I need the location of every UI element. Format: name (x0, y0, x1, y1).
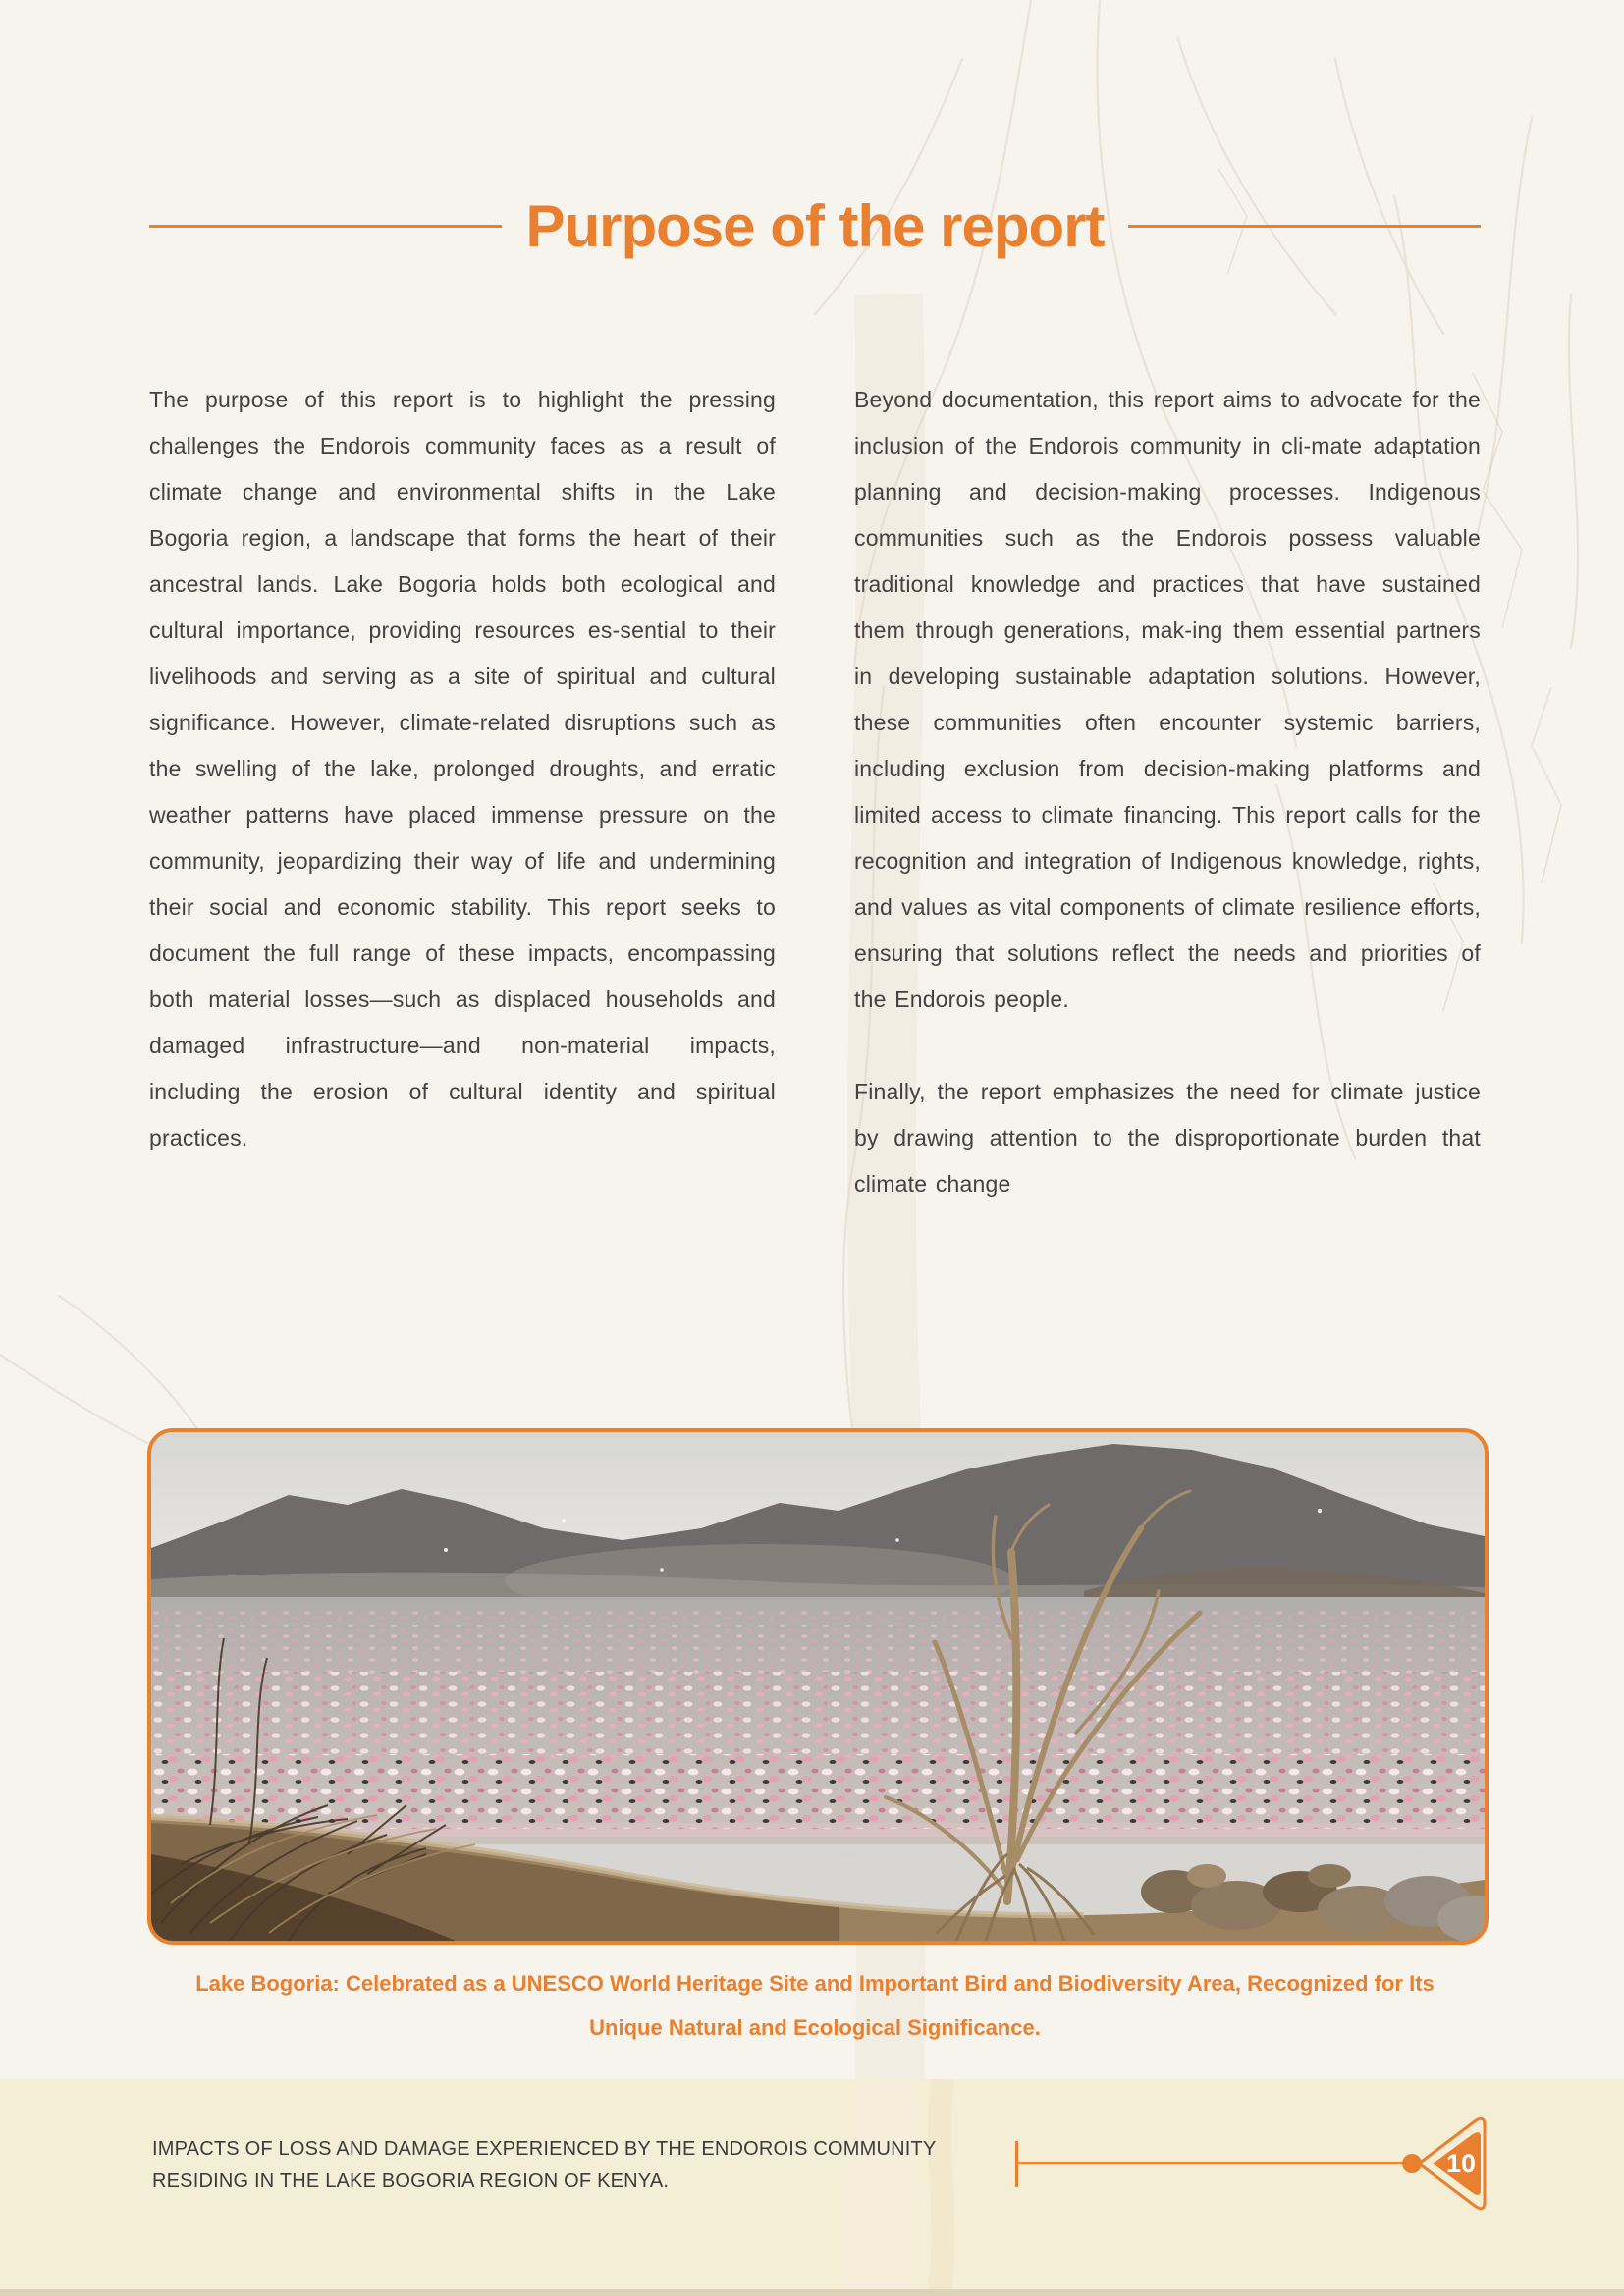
photo-flamingo-flock-far (151, 1625, 1485, 1676)
page-number-badge (1414, 2114, 1492, 2213)
photo-flamingo-flock-mid (151, 1672, 1485, 1758)
lake-bogoria-photo (147, 1428, 1489, 1945)
footer-rule (1017, 2162, 1410, 2164)
column-right (854, 377, 1481, 1207)
page-number: 10 (1445, 2149, 1477, 2178)
column-left (149, 377, 776, 1207)
footer-line-2: RESIDING IN THE LAKE BOGORIA REGION OF KENYA. (152, 2170, 670, 2192)
title-rule-right (1128, 225, 1481, 228)
paragraph-right-2: Finally, the report emphasizes the need for climate justice by drawing attention to the disproportionate burden that climate change (854, 1079, 1481, 1197)
photo-caption-line-1: Lake Bogoria: Celebrated as a UNESCO World Heritage Site and Important Bird and Biodiversity Area, Recognized for Its (195, 1971, 1435, 1996)
page-bottom-edge (0, 2289, 1624, 2296)
photo-caption (149, 1961, 1481, 2050)
photo-illustration (151, 1432, 1485, 1941)
page-title: Purpose of the report (525, 193, 1105, 259)
footer-report-title (152, 2133, 1056, 2198)
title-rule-left (149, 225, 502, 228)
footer-line-1: IMPACTS OF LOSS AND DAMAGE EXPERIENCED BY THE ENDOROIS COMMUNITY (152, 2138, 937, 2160)
page-footer (0, 2079, 1624, 2296)
photo-caption-line-2: Unique Natural and Ecological Significance. (589, 2015, 1041, 2040)
paragraph-left-1: The purpose of this report is to highlight the pressing challenges the Endorois community faces as a result of climate change and environmental shifts in the Lake Bogoria region, a landscape that forms the heart of their ancestral lands. Lake Bogoria holds both ecological and cultural importance, providing resources es-sential to their livelihoods and serving as a site of spiritual and cultural significance. However, climate-related disruptions such as the swelling of the lake, prolonged droughts, and erratic weather patterns have placed immense pressure on the community, jeopardizing their way of life and undermining their social and economic stability. This report seeks to document the full range of these impacts, encompassing both material losses—such as displaced households and damaged infrastructure—and non-material impacts, including the erosion of cultural identity and spiritual practices. (149, 387, 776, 1150)
section-title-row (149, 192, 1481, 260)
paragraph-right-1: Beyond documentation, this report aims to advocate for the inclusion of the Endorois community in cli-mate adaptation planning and decision-making processes. Indigenous communities such as the Endorois possess valuable traditional knowledge and practices that have sustained them through generations, mak-ing them essential partners in developing sustainable adaptation solutions. However, these communities often encounter systemic barriers, including exclusion from decision-making platforms and limited access to climate financing. This report calls for the recognition and integration of Indigenous knowledge, rights, and values as vital components of climate resilience efforts, ensuring that solutions reflect the needs and priorities of the Endorois people. (854, 387, 1481, 1012)
photo-flamingo-flock-near (151, 1754, 1485, 1829)
body-columns (149, 377, 1481, 1207)
